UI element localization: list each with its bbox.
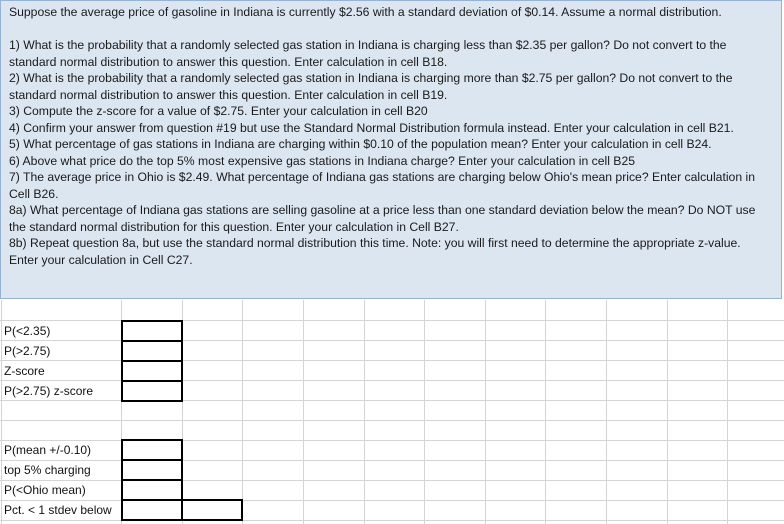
row-label-b27[interactable]: Pct. < 1 stdev below bbox=[4, 503, 112, 517]
question-7: 7) The average price in Ohio is $2.49. What percentage of Indiana gas stations are charging below Ohio's mean price? Enter calculation in Cell B26. bbox=[9, 170, 755, 201]
answer-cell-b26[interactable] bbox=[122, 480, 182, 500]
answer-cell-b19[interactable] bbox=[122, 341, 182, 361]
row-label-b18[interactable]: P(<2.35) bbox=[4, 324, 51, 338]
row-label-b25[interactable]: top 5% charging bbox=[4, 463, 91, 477]
question-3: 3) Compute the z-score for a value of $2.75. Enter your calculation in cell B20 bbox=[9, 104, 428, 118]
question-1: 1) What is the probability that a randomly selected gas station in Indiana is charging less than $2.35 per gallon? Do not convert to the standard normal distribution to answer this question. Enter calculation in cell B18. bbox=[9, 38, 727, 69]
row-label-b21[interactable]: P(>2.75) z-score bbox=[4, 384, 94, 398]
answer-cell-b24[interactable] bbox=[122, 440, 182, 460]
answer-cell-b18[interactable] bbox=[122, 321, 182, 341]
row-label-b20[interactable]: Z-score bbox=[4, 364, 45, 378]
question-6: 6) Above what price do the top 5% most expensive gas stations in Indiana charge? Enter your calculation in cell B25 bbox=[9, 154, 635, 168]
row-label-b19[interactable]: P(>2.75) bbox=[4, 344, 51, 358]
row-label-b26[interactable]: P(<Ohio mean) bbox=[4, 483, 86, 497]
answer-cell-c27[interactable] bbox=[182, 500, 242, 520]
answer-cell-b25[interactable] bbox=[122, 460, 182, 480]
question-8a: 8a) What percentage of Indiana gas stations are selling gasoline at a price less than one standard deviation below the mean? Do NOT use the standard normal distribution for this question. Enter your calculation in Cell B27. bbox=[9, 203, 756, 234]
answer-cell-b20[interactable] bbox=[122, 361, 182, 381]
answer-cell-b27[interactable] bbox=[122, 500, 182, 520]
question-5: 5) What percentage of gas stations in Indiana are charging within $0.10 of the population mean? Enter your calculation in cell B24. bbox=[9, 137, 712, 151]
row-label-b24[interactable]: P(mean +/-0.10) bbox=[4, 443, 92, 457]
question-8b: 8b) Repeat question 8a, but use the standard normal distribution this time. Note: you will first need to determine the appropriate z-value. Enter your calculation in Cell C27. bbox=[9, 236, 741, 267]
intro-text: Suppose the average price of gasoline in Indiana is currently $2.56 with a standard deviation of $0.14. Assume a normal distribution. bbox=[9, 5, 722, 19]
answer-cell-b21[interactable] bbox=[122, 381, 182, 401]
question-4: 4) Confirm your answer from question #19 but use the Standard Normal Distribution formula instead. Enter your calculation in cell B21. bbox=[9, 121, 734, 135]
question-2: 2) What is the probability that a randomly selected gas station in Indiana is charging more than $2.75 per gallon? Do not convert to the standard normal distribution to answer this question. Enter calculation in cell B19. bbox=[9, 71, 733, 102]
